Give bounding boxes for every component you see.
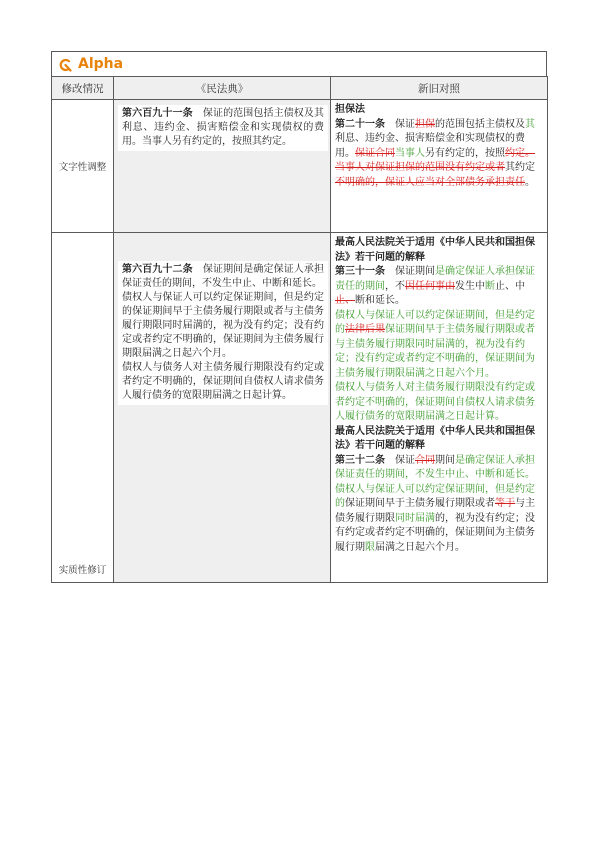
article-number: 第二十一条 (335, 118, 385, 130)
compare-paragraph: 债权人与债务人对主债务履行期限没有约定或者约定不明确的，保证期间自债权人请求债务人履行债务的宽限期届满之日起计算。 (335, 382, 535, 422)
deleted-text: 法律后果 (345, 324, 385, 335)
category-cell: 文字性调整 (52, 100, 114, 233)
law-paragraph (122, 263, 324, 291)
compare-paragraph: 债权人与保证人可以约定保证期间，但是约定的保证期间早于主债务履行期限或者等于与主债务履行期限同时届满的，视为没有约定；没有约定或者约定不明确的，保证期间为主债务履行期限届满之日起六个月。 (335, 483, 535, 553)
added-text: 保证期间早于主债务履行期限或者与主债务履行期限同时届满的，视为没有约定；没有约定或者约定不明确的，保证期间为主债务履行期限届满之日起六个月。 (335, 324, 535, 379)
deleted-text: 约定。 (505, 147, 535, 159)
comparison-table (51, 76, 548, 583)
compare-paragraph (335, 265, 543, 309)
deleted-text: 担保 (415, 118, 435, 130)
text-segment: 届满之日起六个月。 (375, 541, 465, 553)
compare-cell (331, 100, 548, 233)
deleted-text: 合同 (415, 454, 435, 466)
brand-name: Alpha (78, 56, 124, 72)
deleted-text: 不明确的，保证人应当对全部债务承担责任 (335, 176, 525, 188)
article-number: 第三十一条 (335, 266, 385, 277)
article-number: 第六百九十二条 (122, 264, 193, 275)
table-header-row (52, 77, 548, 100)
header-comparison: 新旧对照 (331, 77, 548, 100)
alpha-logo-icon (58, 57, 72, 71)
header-modification: 修改情况 (52, 77, 114, 100)
article-number: 第三十二条 (335, 454, 385, 466)
text-segment: 期间 (435, 454, 455, 466)
deleted-text: 当事人对保证担保的范围没有约定或者 (335, 162, 505, 173)
compare-paragraph (335, 309, 543, 382)
added-text: 同时届满 (395, 512, 435, 524)
text-segment: 利息、违约金、损害赔偿金和实现债权的费用。 (335, 133, 525, 159)
deleted-text: 等于 (495, 498, 515, 509)
compare-scroll-area (335, 236, 543, 582)
text-segment: 止、中 (495, 280, 525, 292)
article-text: 保证期间是确定保证人承担保证责任的期间，不发生中止、中断和延长。 (122, 264, 325, 289)
table-row (52, 233, 548, 583)
added-text: 债权人与保证人可以约定保证期间，但是约定的 (335, 309, 535, 335)
text-segment: 保证期间 (385, 266, 435, 277)
law-paragraph: 债权人与保证人可以约定保证期间，但是约定的保证期间早于主债务履行期限或者与主债务履行期限同时届满的，视为没有约定；没有约定或者约定不明确的，保证期间为主债务履行期限届满之日起六个月。 (122, 292, 324, 359)
law-paragraph: 债权人与债务人对主债务履行期限没有约定或者约定不明确的，保证期间自债权人请求债务人履行债务的宽限期届满之日起计算。 (122, 362, 324, 401)
deleted-text: 因任何事由 (405, 280, 455, 292)
added-text: 限 (365, 541, 375, 553)
law-cell (114, 100, 331, 233)
compare-paragraph: 第二十一条 保证担保的范围包括主债权及其利息、违约金、损害赔偿金和实现债权的费用。保证合同当事人另有约定的，按照约定。当事人对保证担保的范围没有约定或者其约定不明确的，保证人应当对全部债务承担责任。 (335, 118, 535, 188)
document (51, 51, 547, 583)
text-segment: 的范围包括主债权及 (435, 118, 525, 130)
text-segment: 与主债务履行期限 (335, 498, 535, 524)
text-segment: 断和延长。 (355, 295, 405, 306)
article-text: 保证的范围包括主债权及其利息、违约金、损害赔偿金和实现债权的费用。当事人另有约定的，按照其约定。 (122, 108, 325, 147)
added-text: 其 (525, 118, 535, 130)
table-row (52, 100, 548, 233)
source-title: 担保法 (335, 104, 365, 115)
brand-bar (51, 51, 547, 76)
compare-paragraph (335, 454, 543, 483)
text-segment: 保证 (385, 118, 415, 130)
article-number: 第六百九十一条 (122, 108, 193, 119)
text-segment: 保证 (385, 454, 415, 466)
deleted-text: 止、 (335, 295, 355, 306)
header-civil-code: 《民法典》 (114, 77, 331, 100)
text-segment: 的，视为没有约定；没有约定或者约定不明确的，保证期间为主债务履行期 (335, 512, 535, 553)
added-text: 是确定保证人承担保证责任的期间，不发生中止、中断和延长。 (335, 454, 535, 480)
added-text: 断 (485, 280, 495, 292)
text-segment: 发生中 (455, 280, 485, 292)
text-segment: 其约定 (505, 162, 535, 173)
source-title: 最高人民法院关于适用《中华人民共和国担保法》若干问题的解释 (335, 425, 535, 451)
text-segment: 。 (525, 176, 535, 188)
added-text: 是确定保证人承担保证责任的期间 (335, 266, 535, 292)
category-cell: 实质性修订 (52, 233, 114, 583)
text-segment: ，不 (385, 280, 405, 292)
law-cell (114, 233, 331, 583)
compare-cell (331, 233, 548, 583)
deleted-text: 保证合同 (355, 147, 395, 159)
source-title: 最高人民法院关于适用《中华人民共和国担保法》若干问题的解释 (335, 237, 535, 263)
